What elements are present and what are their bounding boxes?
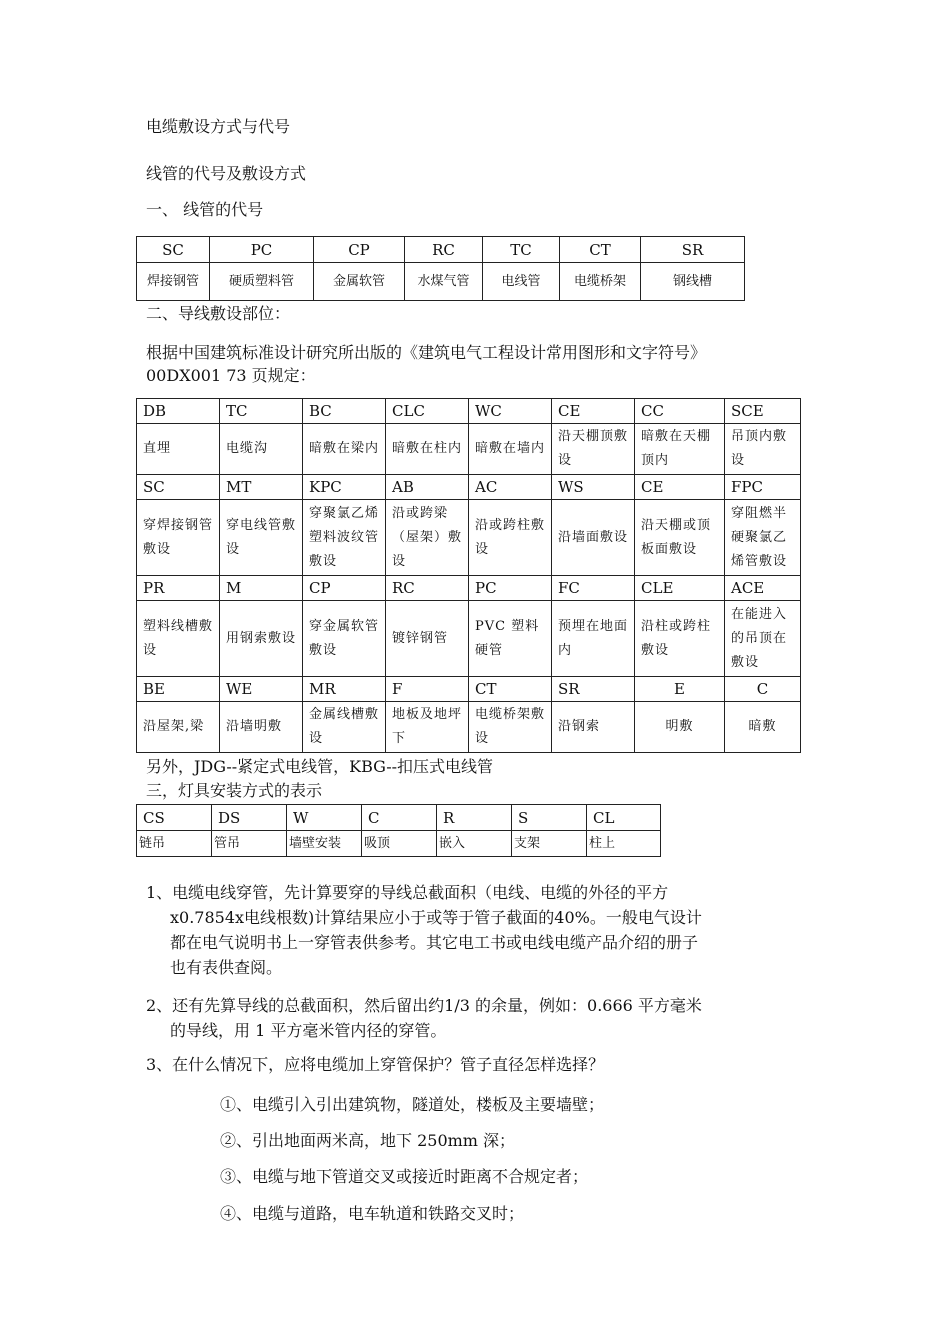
table-cell: C bbox=[725, 677, 801, 702]
table-cell: 沿墙明敷 bbox=[220, 702, 303, 753]
table-cell: 柱上 bbox=[587, 831, 661, 857]
table-cell: SR bbox=[641, 237, 745, 263]
paragraph-line: 都在电气说明书上一穿管表供参考。其它电工书或电线电缆产品介绍的册子 bbox=[170, 933, 699, 952]
table-cell: 穿阻燃半硬聚氯乙烯管敷设 bbox=[725, 500, 801, 576]
table-cell: TC bbox=[483, 237, 560, 263]
table-cell: DS bbox=[212, 805, 287, 831]
table-row bbox=[137, 263, 745, 301]
table-cell: C bbox=[362, 805, 437, 831]
table-cell: 吸顶 bbox=[362, 831, 437, 857]
table-cell: M bbox=[220, 576, 303, 601]
table-cell: 沿屋架,梁 bbox=[137, 702, 220, 753]
section-heading-1: 一、 线管的代号 bbox=[146, 200, 264, 219]
source-line-1: 根据中国建筑标准设计研究所出版的《建筑电气工程设计常用图形和文字符号》 bbox=[146, 343, 707, 362]
paragraph-3: 3、在什么情况下，应将电缆加上穿管保护？管子直径怎样选择？ bbox=[146, 1055, 605, 1074]
table-cell: 沿钢索 bbox=[552, 702, 635, 753]
table-cell: AB bbox=[386, 475, 469, 500]
table-cell: DB bbox=[137, 399, 220, 424]
source-line-2: 00DX001 73 页规定： bbox=[146, 366, 316, 385]
table-cell: 暗敷在梁内 bbox=[303, 424, 386, 475]
table-cell: 沿天棚或顶板面敷设 bbox=[635, 500, 725, 576]
table-cell: 明敷 bbox=[635, 702, 725, 753]
table-cell: 吊顶内敷设 bbox=[725, 424, 801, 475]
table-cell: 塑料线槽敷设 bbox=[137, 601, 220, 677]
page-title: 电缆敷设方式与代号 bbox=[146, 117, 291, 136]
list-item: ①、电缆引入引出建筑物，隧道处，楼板及主要墙壁； bbox=[220, 1095, 605, 1114]
table-cell: PC bbox=[469, 576, 552, 601]
paragraph-line: 也有表供查阅。 bbox=[170, 958, 283, 977]
table-cell: CL bbox=[587, 805, 661, 831]
wiring-location-table bbox=[136, 398, 801, 753]
table-cell: 墙壁安装 bbox=[287, 831, 362, 857]
table-cell: 暗敷在墙内 bbox=[469, 424, 552, 475]
table-cell: RC bbox=[405, 237, 483, 263]
table-cell: RC bbox=[386, 576, 469, 601]
table-cell: CE bbox=[552, 399, 635, 424]
table-cell: PC bbox=[210, 237, 314, 263]
table-cell: 嵌入 bbox=[437, 831, 512, 857]
paragraph-2 bbox=[146, 993, 846, 1043]
table-cell: 水煤气管 bbox=[405, 263, 483, 301]
table-cell: F bbox=[386, 677, 469, 702]
table-cell: 电缆桥架 bbox=[560, 263, 641, 301]
table-cell: 暗敷 bbox=[725, 702, 801, 753]
table-cell: SR bbox=[552, 677, 635, 702]
paragraph-line: x0.7854x电线根数)计算结果应小于或等于管子截面的40%。一般电气设计 bbox=[170, 908, 702, 927]
table-cell: 支架 bbox=[512, 831, 587, 857]
paragraph-line: 1、电缆电线穿管，先计算要穿的导线总截面积（电线、电缆的外径的平方 bbox=[146, 883, 669, 902]
table-cell: 电线管 bbox=[483, 263, 560, 301]
table-cell: 电缆桥架敷设 bbox=[469, 702, 552, 753]
table-cell: FPC bbox=[725, 475, 801, 500]
table-cell: 沿或跨梁（屋架）敷设 bbox=[386, 500, 469, 576]
table-cell: 穿焊接钢管敷设 bbox=[137, 500, 220, 576]
subtitle: 线管的代号及敷设方式 bbox=[146, 164, 307, 183]
table-cell: MT bbox=[220, 475, 303, 500]
table-cell: WC bbox=[469, 399, 552, 424]
table-cell: 管吊 bbox=[212, 831, 287, 857]
note-line: 另外，JDG--紧定式电线管，KBG--扣压式电线管 bbox=[146, 757, 494, 776]
table-cell: BC bbox=[303, 399, 386, 424]
table-cell: TC bbox=[220, 399, 303, 424]
table-cell: 金属软管 bbox=[314, 263, 405, 301]
table-row bbox=[137, 601, 801, 677]
table-row bbox=[137, 677, 801, 702]
table-cell: 穿金属软管敷设 bbox=[303, 601, 386, 677]
table-cell: 沿柱或跨柱敷设 bbox=[635, 601, 725, 677]
table-cell: 沿或跨柱敷设 bbox=[469, 500, 552, 576]
table-cell: ACE bbox=[725, 576, 801, 601]
table-cell: 用钢索敷设 bbox=[220, 601, 303, 677]
table-cell: 电缆沟 bbox=[220, 424, 303, 475]
lamp-install-table bbox=[136, 804, 661, 857]
table-cell: 穿聚氯乙烯塑料波纹管敷设 bbox=[303, 500, 386, 576]
table-cell: 金属线槽敷设 bbox=[303, 702, 386, 753]
table-cell: CS bbox=[137, 805, 212, 831]
table-cell: 硬质塑料管 bbox=[210, 263, 314, 301]
section-heading-3: 三，灯具安装方式的表示 bbox=[146, 781, 323, 800]
table-cell: CC bbox=[635, 399, 725, 424]
table-cell: PVC 塑料硬管 bbox=[469, 601, 552, 677]
table-cell: SCE bbox=[725, 399, 801, 424]
table-cell: 链吊 bbox=[137, 831, 212, 857]
table-cell: 暗敷在柱内 bbox=[386, 424, 469, 475]
paragraph-line: 的导线，用 1 平方毫米管内径的穿管。 bbox=[170, 1021, 447, 1040]
table-row bbox=[137, 475, 801, 500]
table-row bbox=[137, 702, 801, 753]
table-cell: KPC bbox=[303, 475, 386, 500]
table-cell: E bbox=[635, 677, 725, 702]
list-item: ③、电缆与地下管道交叉或接近时距离不合规定者； bbox=[220, 1167, 589, 1186]
table-cell: MR bbox=[303, 677, 386, 702]
table-cell: CE bbox=[635, 475, 725, 500]
table-cell: 预埋在地面内 bbox=[552, 601, 635, 677]
table-cell: AC bbox=[469, 475, 552, 500]
paragraph-1 bbox=[146, 880, 846, 980]
table-cell: CP bbox=[314, 237, 405, 263]
table-cell: WE bbox=[220, 677, 303, 702]
table-cell: CLC bbox=[386, 399, 469, 424]
table-cell: CT bbox=[469, 677, 552, 702]
section-heading-2: 二、导线敷设部位： bbox=[146, 304, 291, 323]
table-cell: FC bbox=[552, 576, 635, 601]
table-cell: 镀锌钢管 bbox=[386, 601, 469, 677]
table-row bbox=[137, 237, 745, 263]
table-cell: 暗敷在天棚顶内 bbox=[635, 424, 725, 475]
table-row bbox=[137, 399, 801, 424]
table-cell: PR bbox=[137, 576, 220, 601]
table-row bbox=[137, 500, 801, 576]
table-cell: 沿墙面敷设 bbox=[552, 500, 635, 576]
table-row bbox=[137, 831, 661, 857]
table-row bbox=[137, 805, 661, 831]
conduit-code-table bbox=[136, 236, 745, 301]
table-cell: R bbox=[437, 805, 512, 831]
table-cell: 直埋 bbox=[137, 424, 220, 475]
table-cell: SC bbox=[137, 237, 210, 263]
table-row bbox=[137, 424, 801, 475]
table-cell: 焊接钢管 bbox=[137, 263, 210, 301]
table-cell: BE bbox=[137, 677, 220, 702]
table-cell: WS bbox=[552, 475, 635, 500]
list-item: ②、引出地面两米高，地下 250mm 深； bbox=[220, 1131, 516, 1150]
table-cell: S bbox=[512, 805, 587, 831]
table-cell: 地板及地坪下 bbox=[386, 702, 469, 753]
list-item: ④、电缆与道路，电车轨道和铁路交叉时； bbox=[220, 1204, 525, 1223]
table-cell: SC bbox=[137, 475, 220, 500]
table-cell: CLE bbox=[635, 576, 725, 601]
table-cell: 在能进入的吊顶在敷设 bbox=[725, 601, 801, 677]
table-row bbox=[137, 576, 801, 601]
table-cell: 穿电线管敷设 bbox=[220, 500, 303, 576]
paragraph-line: 2、还有先算导线的总截面积，然后留出约1/3 的余量，例如：0.666 平方毫米 bbox=[146, 996, 702, 1015]
table-cell: 钢线槽 bbox=[641, 263, 745, 301]
table-cell: W bbox=[287, 805, 362, 831]
table-cell: CP bbox=[303, 576, 386, 601]
table-cell: CT bbox=[560, 237, 641, 263]
table-cell: 沿天棚顶敷设 bbox=[552, 424, 635, 475]
